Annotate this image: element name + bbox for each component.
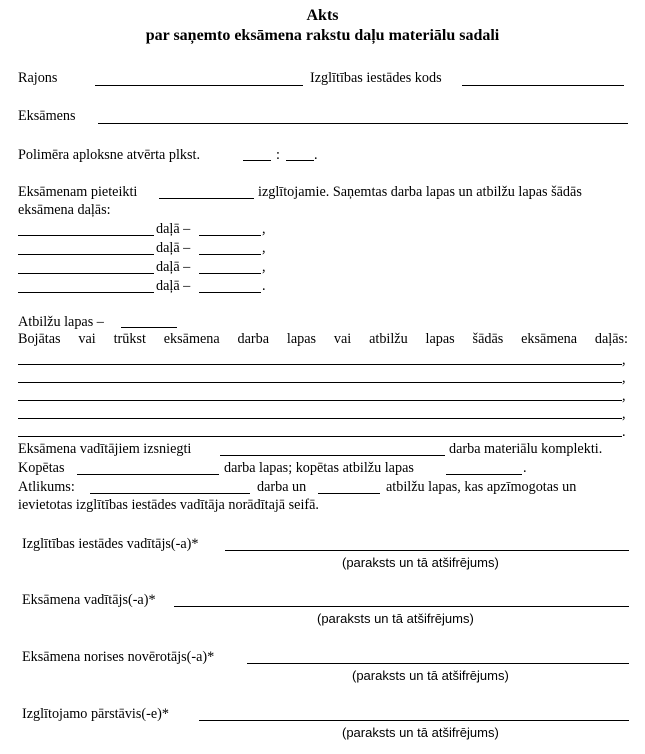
part-word: daļā – bbox=[156, 240, 191, 256]
part-count-field bbox=[199, 235, 261, 236]
remaining-work-field bbox=[90, 493, 250, 494]
part-name-field bbox=[18, 254, 154, 255]
rajons-label: Rajons bbox=[18, 70, 58, 86]
damaged-line-end: , bbox=[622, 370, 626, 386]
issued-prefix: Eksāmena vadītājiem izsniegti bbox=[18, 441, 192, 457]
signature-label: Eksāmena norises novērotājs(-a)* bbox=[22, 649, 215, 665]
damaged-text: Bojātas vai trūkst eksāmena darba lapas vai atbilžu lapas šādās eksāmena daļās: bbox=[18, 331, 628, 347]
part-word: daļā – bbox=[156, 259, 191, 275]
part-name-field bbox=[18, 292, 154, 293]
signature-caption: (paraksts un tā atšifrējums) bbox=[342, 555, 499, 570]
envelope-end: . bbox=[314, 147, 318, 163]
signature-line bbox=[225, 550, 629, 551]
signature-caption: (paraksts un tā atšifrējums) bbox=[352, 668, 509, 683]
signature-caption: (paraksts un tā atšifrējums) bbox=[317, 611, 474, 626]
exam-field bbox=[98, 123, 628, 124]
rajons-field bbox=[95, 85, 303, 86]
damaged-line bbox=[18, 382, 622, 383]
signature-label: Izglītojamo pārstāvis(-e)* bbox=[22, 706, 169, 722]
part-name-field bbox=[18, 235, 154, 236]
part-row-end: . bbox=[262, 278, 266, 294]
signature-line bbox=[247, 663, 629, 664]
part-word: daļā – bbox=[156, 221, 191, 237]
registered-prefix: Eksāmenam pieteikti bbox=[18, 184, 138, 200]
damaged-line bbox=[18, 418, 622, 419]
remaining-middle: darba un bbox=[257, 479, 307, 495]
registered-suffix: izglītojamie. Saņemtas darba lapas un atbilžu lapas šādās bbox=[258, 184, 582, 200]
signature-label: Eksāmena vadītājs(-a)* bbox=[22, 592, 156, 608]
part-row-end: , bbox=[262, 240, 266, 256]
damaged-line-end: , bbox=[622, 406, 626, 422]
answers-count-field bbox=[121, 327, 177, 328]
part-row-end: , bbox=[262, 259, 266, 275]
document-subtitle: par saņemto eksāmena rakstu daļu materiālu sadali bbox=[145, 27, 500, 44]
damaged-line-end: , bbox=[622, 352, 626, 368]
remaining-answers-field bbox=[318, 493, 380, 494]
part-count-field bbox=[199, 292, 261, 293]
answers-label: Atbilžu lapas – bbox=[18, 314, 104, 330]
document-title: Akts bbox=[306, 7, 339, 24]
damaged-line bbox=[18, 364, 622, 365]
part-name-field bbox=[18, 273, 154, 274]
copied-answers-field bbox=[446, 474, 522, 475]
school-code-field bbox=[462, 85, 624, 86]
damaged-line bbox=[18, 436, 622, 437]
signature-line bbox=[199, 720, 629, 721]
copied-middle: darba lapas; kopētas atbilžu lapas bbox=[224, 460, 414, 476]
part-count-field bbox=[199, 254, 261, 255]
remaining-line2: ievietotas izglītības iestādes vadītāja norādītajā seifā. bbox=[18, 497, 319, 513]
copied-end: . bbox=[523, 460, 527, 476]
exam-label: Eksāmens bbox=[18, 108, 76, 124]
part-word: daļā – bbox=[156, 278, 191, 294]
registered-line2: eksāmena daļās: bbox=[18, 202, 111, 218]
part-row-end: , bbox=[262, 221, 266, 237]
damaged-line bbox=[18, 400, 622, 401]
signature-line bbox=[174, 606, 629, 607]
damaged-line-end: , bbox=[622, 388, 626, 404]
school-code-label: Izglītības iestādes kods bbox=[310, 70, 442, 86]
envelope-sep: : bbox=[276, 147, 280, 163]
copied-work-field bbox=[77, 474, 219, 475]
damaged-line-end: . bbox=[622, 424, 626, 440]
issued-suffix: darba materiālu komplekti. bbox=[449, 441, 603, 457]
remaining-prefix: Atlikums: bbox=[18, 479, 75, 495]
issued-count-field bbox=[220, 455, 445, 456]
envelope-hour-field bbox=[243, 160, 271, 161]
envelope-minute-field bbox=[286, 160, 314, 161]
signature-label: Izglītības iestādes vadītājs(-a)* bbox=[22, 536, 199, 552]
envelope-label: Polimēra aploksne atvērta plkst. bbox=[18, 147, 201, 163]
registered-count-field bbox=[159, 198, 254, 199]
part-count-field bbox=[199, 273, 261, 274]
signature-caption: (paraksts un tā atšifrējums) bbox=[342, 725, 499, 740]
copied-prefix: Kopētas bbox=[18, 460, 65, 476]
remaining-suffix: atbilžu lapas, kas apzīmogotas un bbox=[386, 479, 577, 495]
